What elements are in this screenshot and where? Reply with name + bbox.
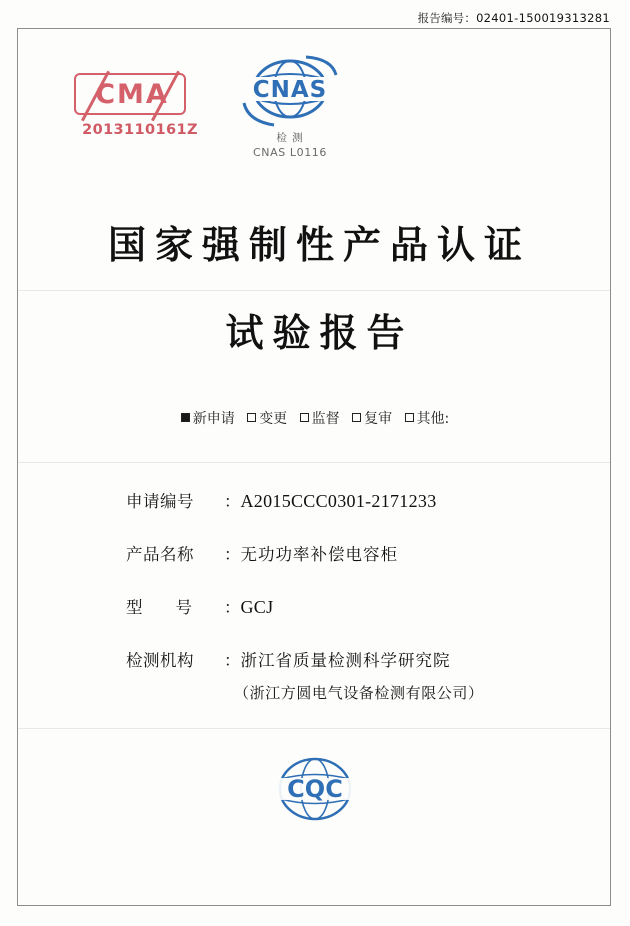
field-label: 申请编号 (126, 492, 194, 511)
scan-crease (18, 290, 610, 291)
cqc-seal-icon (263, 752, 367, 826)
option-new-application[interactable] (181, 408, 235, 428)
report-number-value: 02401-150019313281 (476, 11, 610, 25)
cma-mark-icon (74, 73, 186, 115)
option-label: 新申请 (192, 411, 235, 427)
checkbox-icon[interactable] (247, 413, 256, 422)
field-application-no (126, 488, 546, 512)
cma-mark-text: CMA (95, 79, 169, 110)
scan-crease (18, 462, 610, 463)
cma-code: 2013110161Z (82, 122, 198, 138)
page-subtitle: 试验报告 (225, 311, 414, 355)
option-label: 复审 (364, 411, 393, 427)
option-label: 其他: (416, 411, 450, 427)
checkbox-icon[interactable] (300, 413, 309, 422)
cqc-seal (0, 752, 630, 826)
option-change[interactable] (247, 408, 287, 428)
field-testing-organization (126, 647, 546, 671)
cnas-code: CNAS L0116 (252, 146, 328, 159)
application-type-options (0, 408, 630, 428)
field-label: 型 号 (126, 598, 192, 617)
field-product-name (126, 541, 546, 565)
option-review[interactable] (352, 408, 392, 428)
page-title: 国家强制性产品认证 (107, 223, 531, 267)
report-number (418, 10, 610, 26)
option-supervision[interactable] (300, 408, 340, 428)
field-value: A2015CCC0301-2171233 (240, 491, 437, 511)
svg-text:CNAS: CNAS (252, 77, 328, 103)
option-label: 变更 (259, 411, 288, 427)
field-colon: ： (224, 492, 241, 511)
field-value: 浙江省质量检测科学研究院 (240, 651, 451, 670)
field-colon: ： (224, 651, 241, 670)
option-other[interactable] (405, 408, 450, 428)
accreditation-logos (60, 55, 360, 175)
cnas-subtitle: 检 测 (276, 132, 304, 144)
field-value: 无功功率补偿电容柜 (240, 545, 398, 564)
cma-logo (74, 73, 206, 138)
field-value: GCJ (240, 597, 274, 617)
report-fields (126, 488, 546, 729)
option-label: 监督 (311, 411, 340, 427)
svg-text:CQC: CQC (287, 775, 343, 803)
checkbox-icon[interactable] (405, 413, 414, 422)
field-label: 检测机构 (126, 651, 194, 670)
report-number-label: 报告编号： (417, 11, 477, 25)
field-model (126, 594, 546, 618)
field-colon: ： (224, 598, 241, 617)
checkbox-icon[interactable] (352, 413, 361, 422)
cnas-logo (220, 55, 360, 159)
field-testing-organization-subsidiary: （浙江方圆电气设备检测有限公司） (234, 684, 484, 702)
checkbox-checked-icon[interactable] (181, 413, 190, 422)
field-label: 产品名称 (126, 545, 194, 564)
field-colon: ： (224, 545, 241, 564)
cnas-globe-icon (238, 55, 342, 129)
